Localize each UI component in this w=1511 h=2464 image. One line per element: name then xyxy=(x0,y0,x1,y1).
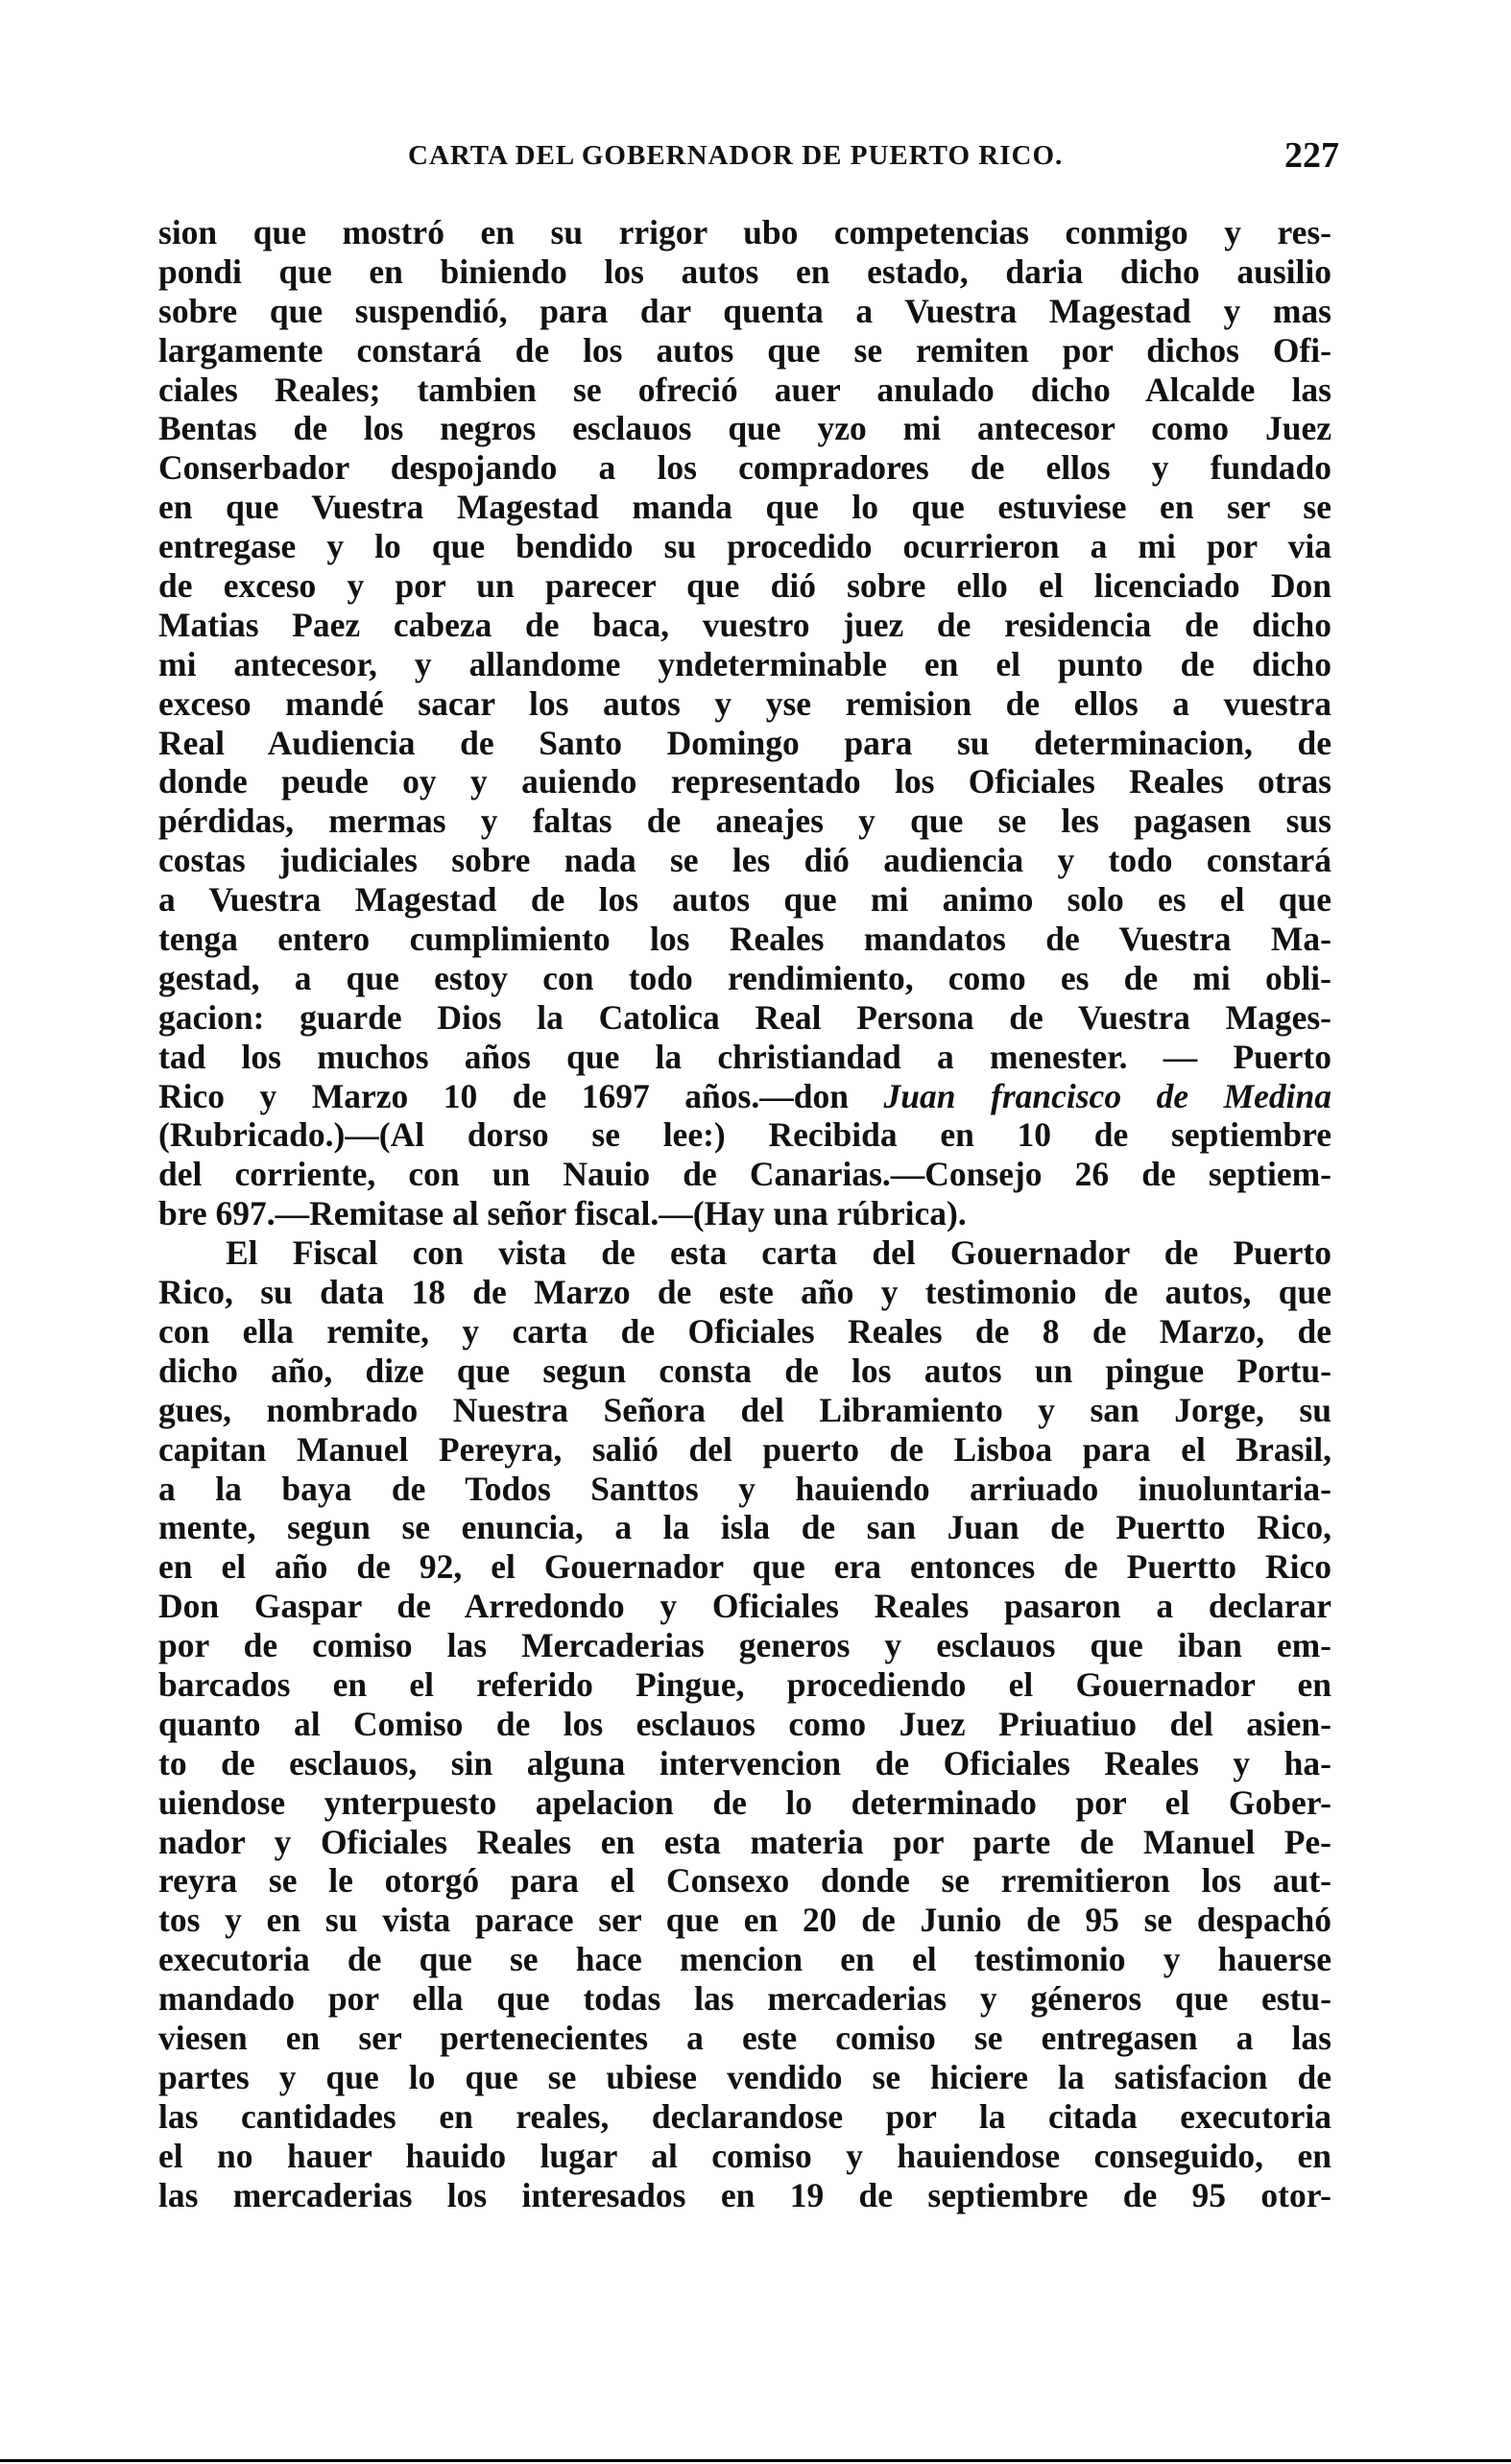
text-line: Don Gaspar de Arredondo y Oficiales Reales pasaron a declarar xyxy=(158,1587,1331,1626)
page-header xyxy=(158,134,1339,182)
text-line: costas judiciales sobre nada se les dió audiencia y todo constará xyxy=(158,841,1331,880)
text-line: nador y Oficiales Reales en esta materia por parte de Manuel Pe- xyxy=(158,1822,1331,1861)
text-line: en el año de 92, el Gouernador que era entonces de Puertto Rico xyxy=(158,1547,1331,1587)
text-line: mi antecesor, y allandome yndeterminable en el punto de dicho xyxy=(158,644,1331,683)
text-body xyxy=(158,213,1331,2214)
text-line: en que Vuestra Magestad manda que lo que estuviese en ser se xyxy=(158,488,1331,527)
text-line: con ella remite, y carta de Oficiales Reales de 8 de Marzo, de xyxy=(158,1311,1331,1351)
paragraph-fiscal xyxy=(158,1233,1331,2214)
text-line: tenga entero cumplimiento los Reales mandatos de Vuestra Ma- xyxy=(158,920,1331,959)
text-line: a Vuestra Magestad de los autos que mi animo solo es el que xyxy=(158,880,1331,920)
text-line: por de comiso las Mercaderias generos y esclauos que iban em- xyxy=(158,1626,1331,1665)
text-line: partes y que lo que se ubiese vendido se hiciere la satisfacion de xyxy=(158,2057,1331,2096)
text-line: (Rubricado.)—(Al dorso se lee:) Recibida en 10 de septiembre xyxy=(158,1115,1331,1155)
text-line: pérdidas, mermas y faltas de aneajes y que se les pagasen sus xyxy=(158,801,1331,841)
text-line: Rico, su data 18 de Marzo de este año y testimonio de autos, que xyxy=(158,1273,1331,1312)
text-line: a la baya de Todos Santtos y hauiendo arriuado inuoluntaria- xyxy=(158,1469,1331,1508)
text-line: bre 697.—Remitase al señor fiscal.—(Hay una rúbrica). xyxy=(158,1194,967,1233)
text-line: gues, nombrado Nuestra Señora del Libramiento y san Jorge, su xyxy=(158,1390,1331,1429)
text-line: reyra se le otorgó para el Consexo donde se rremitieron los aut- xyxy=(158,1861,1331,1901)
text-line: mente, segun se enuncia, a la isla de san Juan de Puertto Rico, xyxy=(158,1508,1331,1547)
text-line: mandado por ella que todas las mercaderias y géneros que estu- xyxy=(158,1979,1331,2019)
text-line: las cantidades en reales, declarandose por la citada executoria xyxy=(158,2096,1331,2136)
text-line: to de esclauos, sin alguna intervencion de Oficiales Reales y ha- xyxy=(158,1743,1331,1782)
text-line: entregase y lo que bendido su procedido ocurrieron a mi por via xyxy=(158,527,1331,566)
text-line: pondi que en biniendo los autos en estado, daria dicho ausilio xyxy=(158,251,1331,291)
signature-line xyxy=(158,1077,1331,1116)
text-line: largamente constará de los autos que se remiten por dichos Ofi- xyxy=(158,330,1331,370)
text-line: Bentas de los negros esclauos que yzo mi antecesor como Juez xyxy=(158,409,1331,448)
text-line: del corriente, con un Nauio de Canarias.—Consejo 26 de septiem- xyxy=(158,1155,1331,1194)
text-line: gestad, a que estoy con todo rendimiento, como es de mi obli- xyxy=(158,958,1331,997)
text-line: Real Audiencia de Santo Domingo para su determinacion, de xyxy=(158,723,1331,762)
text-line: uiendose ynterpuesto apelacion de lo determinado por el Gober- xyxy=(158,1782,1331,1822)
text-line: tad los muchos años que la christiandad a menester. — Puerto xyxy=(158,1037,1331,1076)
text-line: dicho año, dize que segun consta de los autos un pingue Portu- xyxy=(158,1351,1331,1390)
text-line: El Fiscal con vista de esta carta del Gouernador de Puerto xyxy=(226,1233,1331,1273)
page-number: 227 xyxy=(1284,135,1339,176)
text-line: Conserbador despojando a los compradores de ellos y fundado xyxy=(158,448,1331,488)
text-line: sobre que suspendió, para dar quenta a Vuestra Magestad y mas xyxy=(158,291,1331,330)
text-line: Matias Paez cabeza de baca, vuestro juez de residencia de dicho xyxy=(158,605,1331,644)
text-line: donde peude oy y auiendo representado los Oficiales Reales otras xyxy=(158,762,1331,801)
text-line: barcados en el referido Pingue, procediendo el Gouernador en xyxy=(158,1664,1331,1704)
text-line: exceso mandé sacar los autos y yse remision de ellos a vuestra xyxy=(158,683,1331,723)
signature-line-lead: Rico y Marzo 10 de 1697 años.—don xyxy=(158,1076,849,1115)
text-line: las mercaderias los interesados en 19 de septiembre de 95 otor- xyxy=(158,2175,1331,2214)
text-line: tos y en su vista parace ser que en 20 de Junio de 95 se despachó xyxy=(158,1901,1331,1940)
signature-name: Juan francisco de Medina xyxy=(883,1076,1331,1115)
text-line: sion que mostró en su rrigor ubo competencias conmigo y res- xyxy=(158,213,1331,251)
text-line: viesen en ser pertenecientes a este comiso se entregasen a las xyxy=(158,2018,1331,2057)
bottom-scan-edge xyxy=(0,2459,1511,2462)
text-line: de exceso y por un parecer que dió sobre ello el licenciado Don xyxy=(158,566,1331,606)
paragraph-letter xyxy=(158,213,1331,1233)
text-line: capitan Manuel Pereyra, salió del puerto de Lisboa para el Brasil, xyxy=(158,1429,1331,1469)
text-line: gacion: guarde Dios la Catolica Real Persona de Vuestra Mages- xyxy=(158,997,1331,1037)
running-title: CARTA DEL GOBERNADOR DE PUERTO RICO. xyxy=(408,140,1064,171)
text-line: executoria de que se hace mencion en el testimonio y hauerse xyxy=(158,1940,1331,1979)
text-line: quanto al Comiso de los esclauos como Juez Priuatiuo del asien- xyxy=(158,1704,1331,1743)
text-line: el no hauer hauido lugar al comiso y hauiendose conseguido, en xyxy=(158,2136,1331,2175)
text-line: ciales Reales; tambien se ofreció auer anulado dicho Alcalde las xyxy=(158,370,1331,409)
